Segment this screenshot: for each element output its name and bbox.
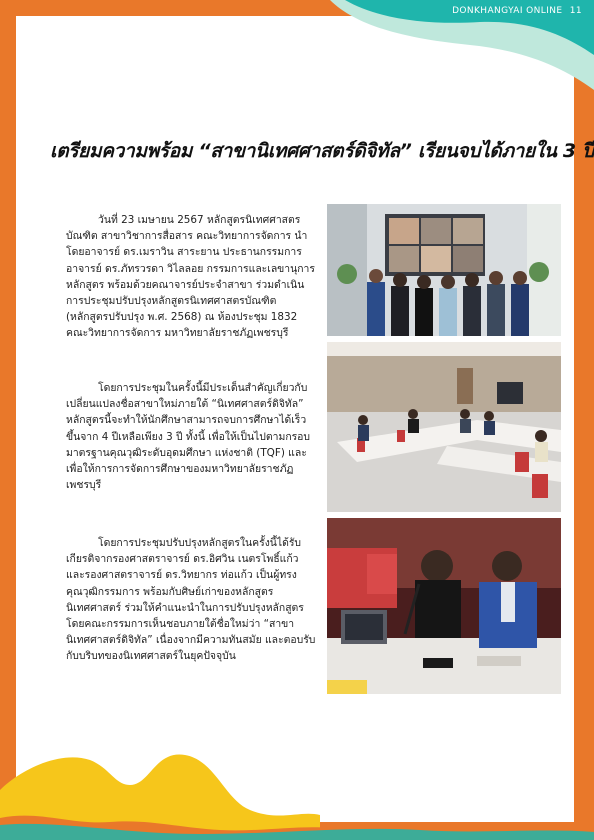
article-paragraph-2: [66, 380, 316, 493]
article-title: เตรียมความพร้อม “สาขานิเทศศาสตร์ดิจิทัล” เรียนจบได้ภายใน 3 ปี: [50, 140, 594, 162]
paragraph-text: โดยการประชุมในครั้งนี้มีประเด็นสำคัญเกี่ยวกับเปลี่ยนแปลงชื่อสาขาใหม่ภายใต้ “นิเทศศาสตร์ดิจิทัล” หลักสูตรนี้จะทำให้นักศึกษาสามารถจบการศึกษาได้เร็วขึ้นจาก 4 ปีเหลือเพียง 3 ปี ทั้งนี้ เพื่อให้เป็นไปตามกรอบมาตรฐานคุณวุฒิระดับอุดมศึกษา แห่งชาติ (TQF) และเพื่อให้การการจัดการศึกษาของมหาวิทยาลัยราชภัฏเพชรบุรี: [66, 382, 311, 492]
page-number: 11: [569, 6, 582, 16]
photo-presenters: [327, 518, 561, 694]
article-paragraph-1: [66, 212, 316, 342]
paragraph-text: โดยการประชุมปรับปรุงหลักสูตรในครั้งนี้ได้รับเกียรติจากรองศาสตราจารย์ ดร.อิศวิน เนตรโพธิ์แก้ว และรองศาสตราจารย์ ดร.วิทยากร ท่อแก้ว เป็นผู้ทรงคุณวุฒิกรรมการ พร้อมกับศิษย์เก่าของหลักสูตรนิเทศศาสตร์ ร่วมให้คำแนะนำในการปรับปรุงหลักสูตร โดยคณะกรรมการเห็นชอบภายใต้ชื่อใหม่ว่า “สาขานิเทศศาสตร์ดิจิทัล” เนื่องจากมีความทันสมัย และตอบรับกับบริบทของนิเทศศาสตร์ในยุคปัจจุบัน: [66, 537, 316, 663]
photo-group-video-call: [327, 204, 561, 336]
article-paragraph-3: [66, 535, 316, 665]
page-header: [448, 6, 582, 16]
publication-name: DONKHANGYAI ONLINE: [452, 6, 563, 16]
teal-wave-decoration: [0, 0, 594, 120]
paragraph-text: วันที่ 23 เมษายน 2567 หลักสูตรนิเทศศาสตรบัณฑิต สาขาวิชาการสื่อสาร คณะวิทยาการจัดการ นำโดยอาจารย์ ดร.เมราวิน สาระยาน ประธานกรรมการ อาจารย์ ดร.ภัทรวรดา วิไลลอย กรรมการและเลขานุการหลักสูตร พร้อมด้วยคณาจารย์ประจำสาขา ร่วมดำเนินการประชุมปรับปรุงหลักสูตรนิเทศศาสตรบัณฑิต (หลักสูตรปรับปรุง พ.ศ. 2568) ณ ห้องประชุม 1832 คณะวิทยาการจัดการ มหาวิทยาลัยราชภัฏเพชรบุรี: [66, 214, 315, 340]
bottom-wave-decoration: [0, 730, 594, 840]
photo-meeting-room: [327, 342, 561, 512]
